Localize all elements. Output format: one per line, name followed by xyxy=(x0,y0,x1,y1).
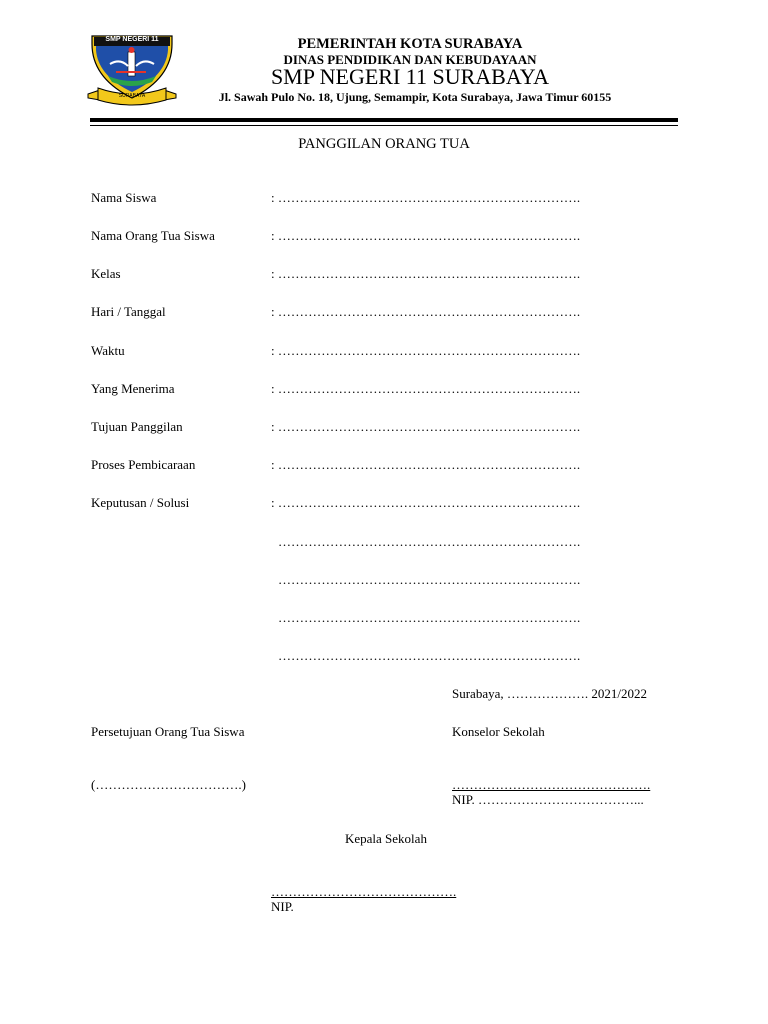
counselor-nip: NIP. ………………………………... xyxy=(452,792,644,807)
field-label: Keputusan / Solusi xyxy=(91,495,190,510)
logo-title-text: SMP NEGERI 11 xyxy=(105,36,159,43)
field-label: Waktu xyxy=(91,343,125,358)
principal-label: Kepala Sekolah xyxy=(345,831,427,846)
field-blank: : ……………………………………………………………. xyxy=(271,457,581,472)
field-label: Nama Orang Tua Siswa xyxy=(91,228,215,243)
continuation-line: ……………………………………………………………. xyxy=(278,572,581,587)
school-name: SMP NEGERI 11 SURABAYA xyxy=(270,64,550,89)
continuation-line: ……………………………………………………………. xyxy=(278,610,581,625)
field-blank: : ……………………………………………………………. xyxy=(271,495,581,510)
field-blank: : ……………………………………………………………. xyxy=(271,343,581,358)
principal-nip: NIP. xyxy=(271,899,294,914)
principal-signature-blank: ……………………………………. xyxy=(271,884,457,899)
field-blank: : ……………………………………………………………. xyxy=(271,381,581,396)
continuation-line: ……………………………………………………………. xyxy=(278,648,581,663)
field-label: Proses Pembicaraan xyxy=(91,457,196,472)
continuation-line: ……………………………………………………………. xyxy=(278,534,581,549)
counselor-signature-blank: ………………………………………. xyxy=(452,777,651,792)
field-label: Kelas xyxy=(91,266,121,281)
gov-name: PEMERINTAH KOTA SURABAYA xyxy=(297,36,523,52)
place-date: Surabaya, ………………. 2021/2022 xyxy=(452,686,647,701)
field-blank: : ……………………………………………………………. xyxy=(271,228,581,243)
school-address: Jl. Sawah Pulo No. 18, Ujung, Semampir, Kota Surabaya, Jawa Timur 60155 xyxy=(218,90,612,104)
parent-approval-label: Persetujuan Orang Tua Siswa xyxy=(91,724,245,739)
logo-ribbon-text: SURABAYA xyxy=(118,93,146,99)
field-blank: : ……………………………………………………………. xyxy=(271,419,581,434)
field-label: Hari / Tanggal xyxy=(91,304,166,319)
field-blank: : ……………………………………………………………. xyxy=(271,304,581,319)
header-rule-thick xyxy=(90,118,678,122)
field-blank: : ……………………………………………………………. xyxy=(271,190,581,205)
field-label: Nama Siswa xyxy=(91,190,157,205)
field-label: Yang Menerima xyxy=(91,381,175,396)
field-blank: : ……………………………………………………………. xyxy=(271,266,581,281)
field-label: Tujuan Panggilan xyxy=(91,419,183,434)
header-rule-thin xyxy=(90,125,678,126)
counselor-label: Konselor Sekolah xyxy=(452,724,545,739)
form-title: PANGGILAN ORANG TUA xyxy=(298,136,470,152)
parent-signature-blank: (…………………………….) xyxy=(91,777,246,792)
dept-name: DINAS PENDIDIKAN DAN KEBUDAYAAN xyxy=(283,52,537,67)
